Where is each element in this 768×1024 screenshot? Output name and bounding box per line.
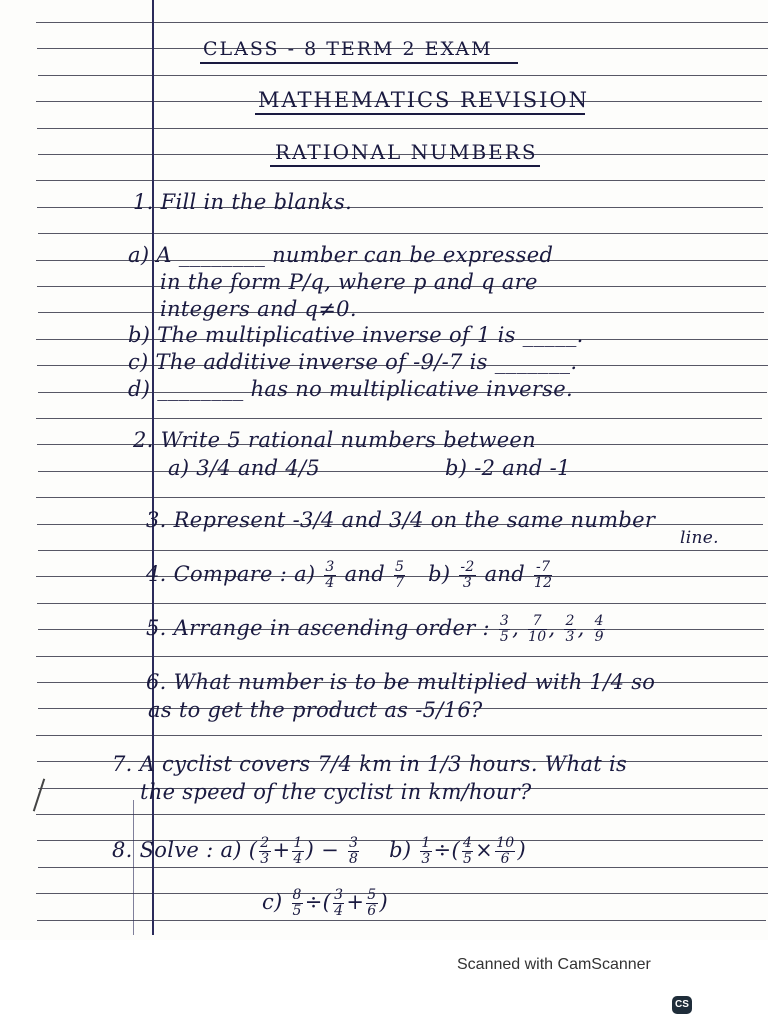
ruled-line — [36, 735, 762, 736]
q8-b-frac-3: $\frac{10}{6}$ — [496, 835, 515, 867]
q1-title: 1. Fill in the blanks. — [133, 190, 353, 214]
ruled-line — [38, 312, 764, 313]
q8-c-frac-1: $\frac{8}{5}$ — [292, 887, 302, 919]
q8-c-label: c) — [262, 890, 283, 914]
q5-fraction-4: $\frac{4}{9}$ — [594, 613, 604, 645]
q8-a-frac-1: $\frac{2}{3}$ — [260, 835, 270, 867]
q1-c-fraction: -9/-7 — [413, 350, 463, 374]
q4-fraction-b: $\frac{5}{7}$ — [394, 559, 405, 591]
q5-arrange: 5. Arrange in ascending order : $\frac{3}{5}$ , $\frac{7}{10}$ , $\frac{2}{3}$ , $\frac{4}{9}$ — [146, 613, 604, 645]
ruled-line — [36, 418, 762, 419]
ruled-line — [36, 814, 765, 815]
q4-compare — [146, 560, 554, 591]
q1-d: d) ________ has no multiplicative inverse. — [128, 377, 573, 401]
topic-heading: RATIONAL NUMBERS — [275, 140, 538, 164]
q8-a-label: a) — [220, 838, 242, 862]
class-term-heading: CLASS - 8 TERM 2 EXAM — [203, 38, 493, 60]
q4-and-2: and — [484, 562, 525, 586]
ruled-line — [36, 497, 765, 498]
q3-line2: line. — [680, 528, 719, 548]
q8-b-frac-2: $\frac{4}{5}$ — [462, 835, 473, 867]
q4-fraction-d: $\frac{-7}{12}$ — [533, 559, 553, 591]
camscanner-logo-icon: CS — [672, 996, 692, 1014]
q8-prefix: 8. Solve : — [112, 838, 214, 862]
q5-fraction-1: $\frac{3}{5}$ — [499, 613, 510, 645]
q8-c-frac-3: $\frac{5}{6}$ — [367, 887, 377, 919]
ruled-line — [36, 22, 768, 23]
q5-prefix: 5. Arrange in ascending order : — [146, 616, 490, 640]
ruled-line — [37, 603, 766, 604]
q1-c-pre: c) The additive inverse of — [128, 350, 407, 374]
ruled-line — [36, 656, 768, 657]
q4-prefix: 4. Compare : a) — [146, 562, 316, 586]
ruled-line — [38, 233, 768, 234]
subject-heading: MATHEMATICS REVISION — [258, 88, 589, 112]
q8-a-frac-3: $\frac{3}{8}$ — [348, 835, 359, 867]
heading-underline-1 — [200, 62, 518, 64]
q7-line2: the speed of the cyclist in km/hour? — [140, 780, 532, 804]
q1-c — [128, 350, 577, 374]
q3-line1: 3. Represent -3/4 and 3/4 on the same number — [146, 508, 656, 532]
ruled-line — [36, 180, 765, 181]
ruled-line — [36, 893, 768, 894]
q6-line1: 6. What number is to be multiplied with 1/4 so — [146, 670, 656, 694]
heading-underline-3 — [270, 165, 540, 167]
heading-underline-2 — [255, 113, 585, 115]
ruled-line — [38, 75, 767, 76]
q4-fraction-c: $\frac{-2}{3}$ — [460, 559, 475, 591]
q1-b: b) The multiplicative inverse of 1 is _____. — [128, 323, 584, 347]
camscanner-watermark-text: Scanned with CamScanner — [457, 956, 651, 973]
q8-c: c) $\frac{8}{5}$ ÷( $\frac{3}{4}$ + $\frac{5}{6}$ ) — [262, 887, 388, 919]
q8-b-frac-1: $\frac{1}{3}$ — [421, 835, 431, 867]
q7-line1: 7. A cyclist covers 7/4 km in 1/3 hours. What is — [112, 752, 628, 776]
ruled-line — [38, 471, 768, 472]
q8-b-label: b) — [389, 838, 412, 862]
q4-fraction-a: $\frac{3}{4}$ — [325, 559, 335, 591]
q2-a: a) 3/4 and 4/5 — [168, 456, 321, 480]
q6-line2: as to get the product as -5/16? — [148, 698, 483, 722]
ruled-line — [37, 128, 768, 129]
q8-solve: 8. Solve : a) ( $\frac{2}{3}$ + $\frac{1}{4}$ ) − $\frac{3}{8}$ b) $\frac{1}{3}$ ÷( $\frac{4}{5}$ × $\frac{10}{6}$ ) — [112, 835, 526, 867]
q8-c-frac-2: $\frac{3}{4}$ — [334, 887, 344, 919]
q1-a-line3: integers and q≠0. — [160, 297, 357, 321]
ruled-line — [38, 550, 768, 551]
q4-part-b-label: b) — [428, 562, 451, 586]
q2-title: 2. Write 5 rational numbers between — [133, 428, 536, 452]
margin-line-secondary — [133, 800, 134, 935]
q1-c-post: is _______. — [469, 350, 578, 374]
pen-mark — [33, 779, 45, 812]
q1-a-line1: a) A ________ number can be expressed — [128, 243, 554, 267]
q2-b: b) -2 and -1 — [445, 456, 571, 480]
q8-a-frac-2: $\frac{1}{4}$ — [293, 835, 303, 867]
q4-and-1: and — [344, 562, 385, 586]
ruled-line — [37, 920, 766, 921]
q5-fraction-3: $\frac{2}{3}$ — [565, 613, 575, 645]
q5-fraction-2: $\frac{7}{10}$ — [528, 613, 547, 645]
q1-a-line2: in the form P/q, where p and q are — [160, 270, 538, 294]
